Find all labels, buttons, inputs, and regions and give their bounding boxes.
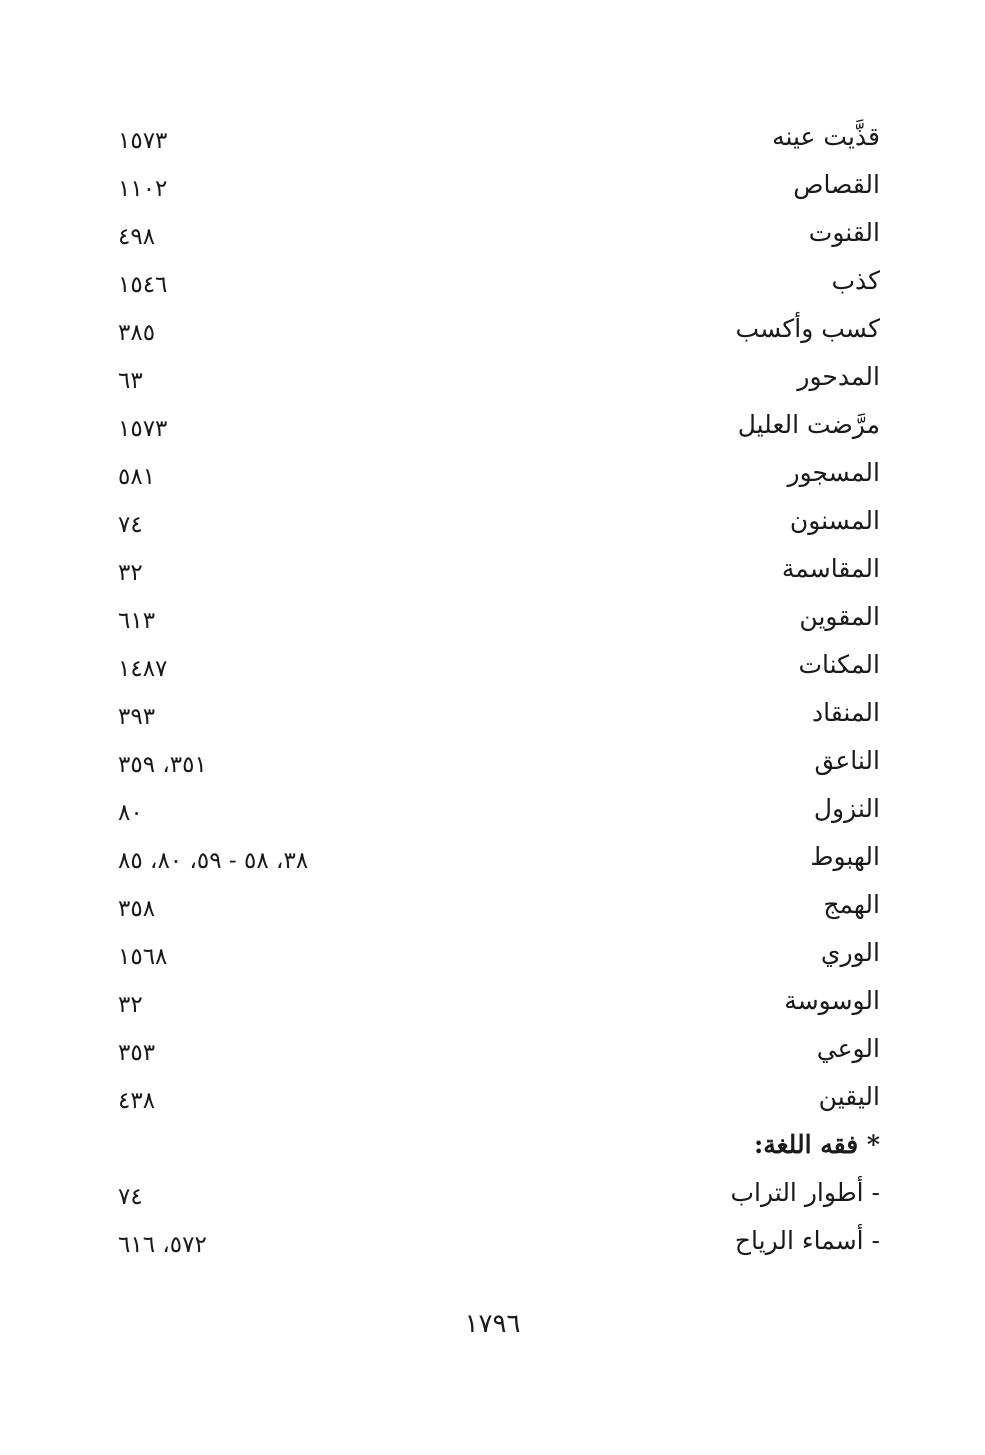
index-term: كسب وأكسب	[735, 314, 880, 343]
index-entry	[118, 594, 880, 642]
index-term: المقاسمة	[781, 554, 880, 583]
index-page-refs: ٥٨١	[118, 464, 156, 490]
index-page-refs: ٣٨، ٥٨ - ٥٩، ٨٠، ٨٥	[118, 848, 309, 874]
index-page-refs: ٣٥١، ٣٥٩	[118, 752, 207, 778]
index-page-refs: ٣٥٣	[118, 1040, 156, 1066]
index-term: - أطوار التراب	[730, 1178, 880, 1207]
index-entry-list	[118, 114, 880, 1266]
index-page-refs: ٦٣	[118, 368, 143, 394]
index-entry	[118, 1218, 880, 1266]
index-page-refs: ١٥٤٦	[118, 272, 168, 298]
index-term: المقوين	[799, 602, 880, 631]
index-entry	[118, 114, 880, 162]
index-page-refs: ٤٩٨	[118, 224, 156, 250]
index-entry	[118, 354, 880, 402]
index-page-refs: ١٥٧٣	[118, 416, 168, 442]
index-term: القنوت	[808, 218, 880, 247]
index-page-refs: ٣٨٥	[118, 320, 156, 346]
index-term: - أسماء الرياح	[734, 1226, 880, 1255]
index-entry	[118, 834, 880, 882]
index-term: الوعي	[816, 1034, 880, 1063]
index-entry	[118, 546, 880, 594]
index-entry	[118, 1074, 880, 1122]
index-term: الهبوط	[810, 842, 880, 871]
index-term: قذَّيت عينه	[772, 122, 880, 151]
index-page-refs: ٧٤	[118, 1184, 143, 1210]
index-entry	[118, 210, 880, 258]
index-term: الوري	[820, 938, 880, 967]
index-entry	[118, 642, 880, 690]
index-term: الناعق	[814, 746, 880, 775]
index-entry	[118, 1170, 880, 1218]
index-entry	[118, 690, 880, 738]
index-entry	[118, 306, 880, 354]
index-entry	[118, 978, 880, 1026]
index-term: مرَّضت العليل	[737, 410, 880, 439]
index-page-refs: ٣٩٣	[118, 704, 156, 730]
index-entry	[118, 498, 880, 546]
index-entry	[118, 882, 880, 930]
index-entry	[118, 930, 880, 978]
index-entry	[118, 402, 880, 450]
index-term: المنقاد	[812, 698, 880, 727]
index-page-refs: ٣٢	[118, 992, 143, 1018]
index-term: المكنات	[798, 650, 880, 679]
index-term: المسنون	[789, 506, 880, 535]
index-entry	[118, 786, 880, 834]
index-page-refs: ١٥٧٣	[118, 128, 168, 154]
index-term: النزول	[813, 794, 880, 823]
index-entry	[118, 1026, 880, 1074]
index-entry	[118, 258, 880, 306]
index-entry	[118, 162, 880, 210]
section-heading	[118, 1122, 880, 1170]
index-page-refs: ١٥٦٨	[118, 944, 168, 970]
index-page-refs: ٣٥٨	[118, 896, 156, 922]
section-heading-text: * فقه اللغة:	[753, 1130, 880, 1159]
index-page-refs: ٨٠	[118, 800, 143, 826]
index-page-refs: ٥٧٢، ٦١٦	[118, 1232, 207, 1258]
index-term: اليقين	[818, 1082, 880, 1111]
index-page-refs: ٤٣٨	[118, 1088, 156, 1114]
index-page-refs: ١١٠٢	[118, 176, 168, 202]
index-entry	[118, 738, 880, 786]
index-term: كذب	[831, 266, 880, 295]
index-term: المدحور	[797, 362, 880, 391]
index-page-refs: ٦١٣	[118, 608, 156, 634]
index-page-refs: ٧٤	[118, 512, 143, 538]
index-term: الهمج	[823, 890, 880, 919]
index-term: المسجور	[787, 458, 880, 487]
index-term: الوسوسة	[784, 986, 880, 1015]
index-term: القصاص	[793, 170, 880, 199]
index-page-refs: ١٤٨٧	[118, 656, 168, 682]
index-page-refs: ٣٢	[118, 560, 143, 586]
index-entry	[118, 450, 880, 498]
page-number: ١٧٩٦	[464, 1309, 521, 1339]
